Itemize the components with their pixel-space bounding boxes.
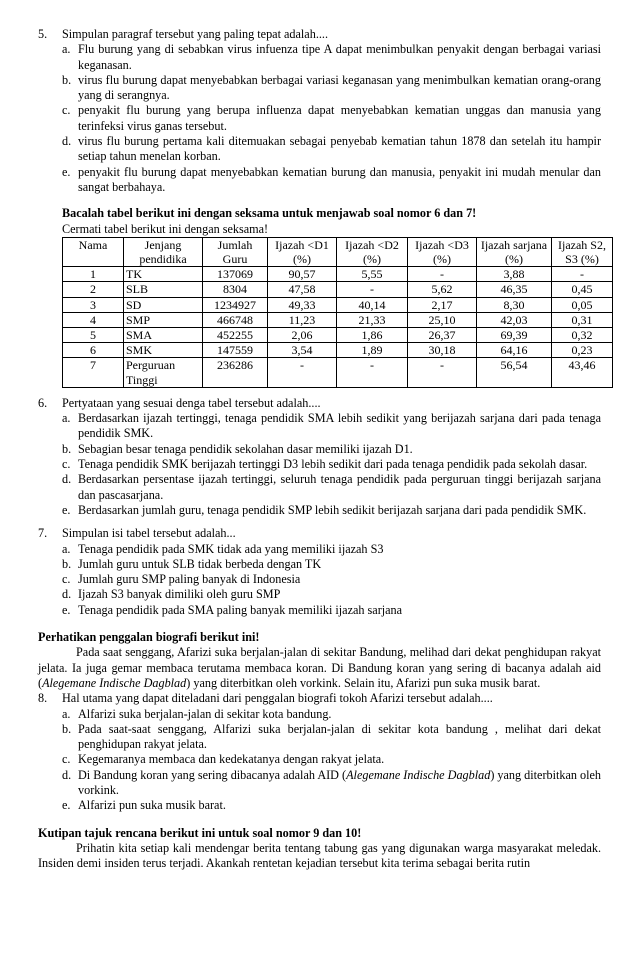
table-row — [63, 358, 613, 387]
table-cell: SMK — [124, 343, 203, 358]
option-b: b. virus flu burung dapat menyebabkan berbagai variasi keganasan yang menimbulkan kematian orang-orang yang di serangnya. — [62, 72, 601, 103]
editorial-heading: Kutipan tajuk rencana berikut ini untuk soal nomor 9 dan 10! — [38, 825, 362, 840]
option-c: c. penyakit flu burung yang berupa influenza dapat menyebabkan kematian unggas dan manusia yang terinfeksi virus ganas tersebut. — [62, 103, 601, 133]
table-cell: 0,31 — [552, 312, 613, 327]
option-c: c. Jumlah guru SMP paling banyak di Indonesia — [62, 572, 301, 587]
table-instruction-2: Cermati tabel berikut ini dengan seksama! — [62, 221, 269, 236]
option-d: d. Berdasarkan persentase ijazah tertinggi, seluruh tenaga pendidik pada perguruan tinggi berijazah sarjana dan pascasarjana. — [62, 472, 601, 502]
table-cell: 56,54 — [477, 358, 552, 387]
col-header: Ijazah sarjana (%) — [477, 237, 552, 266]
option-e: e. penyakit flu burung dapat menyebabkan kematian burung dan manusia, penyakit ini mudah menular dan sangat berbahaya. — [62, 164, 601, 194]
table-row — [63, 282, 613, 297]
table-cell: Perguruan Tinggi — [124, 358, 203, 387]
option-a: a. Tenaga pendidik pada SMK tidak ada yang memiliki ijazah S3 — [62, 541, 384, 556]
table-instruction: Bacalah tabel berikut ini dengan seksama untuk menjawab soal nomor 6 dan 7! — [62, 206, 477, 221]
table-cell: 0,32 — [552, 328, 613, 343]
question-5 — [38, 27, 601, 195]
option-d: d. virus flu burung pertama kali ditemuakan sebagai penyebab kematian tahun 1878 dan setelah itu hampir setiap tahun menelan korban. — [62, 134, 601, 164]
question-number: 5. — [38, 27, 48, 41]
table-cell: 1 — [63, 267, 124, 282]
table-cell: 30,18 — [408, 343, 477, 358]
option-e: e. Alfarizi pun suka musik barat. — [62, 798, 226, 813]
table-cell: 1,86 — [337, 328, 408, 343]
table-cell: 137069 — [203, 267, 268, 282]
table-cell: 452255 — [203, 328, 268, 343]
option-e: e. Berdasarkan jumlah guru, tenaga pendidik SMP lebih sedikit berijazah sarjana dari pada pendidik SMK. — [62, 502, 587, 517]
biography-heading: Perhatikan penggalan biografi berikut ini! — [38, 630, 260, 645]
table-cell: 47,58 — [268, 282, 337, 297]
option-b: b. Jumlah guru untuk SLB tidak berbeda dengan TK — [62, 556, 322, 571]
table-cell: SMA — [124, 328, 203, 343]
option-a: a. Alfarizi suka berjalan-jalan di sekitar kota bandung. — [62, 706, 332, 721]
table-cell: SLB — [124, 282, 203, 297]
table-cell: 8,30 — [477, 297, 552, 312]
table-row — [63, 297, 613, 312]
option-e: e. Tenaga pendidik pada SMA paling banyak memiliki ijazah sarjana — [62, 602, 403, 617]
table-row — [63, 328, 613, 343]
question-number: 7. — [38, 526, 48, 541]
table-cell: 3,88 — [477, 267, 552, 282]
table-cell: 64,16 — [477, 343, 552, 358]
option-c: c. Tenaga pendidik SMK berijazah tertinggi D3 lebih sedikit dari pada tenaga pendidik pada sekolah dasar. — [62, 457, 588, 472]
table-cell: 466748 — [203, 312, 268, 327]
newspaper-title: Alegemane Indische Dagblad — [42, 675, 187, 690]
table-cell: 25,10 — [408, 312, 477, 327]
table-cell: 0,05 — [552, 297, 613, 312]
table-cell: 21,33 — [337, 312, 408, 327]
table-cell: 2,17 — [408, 297, 477, 312]
table-cell: 3,54 — [268, 343, 337, 358]
question-6 — [38, 396, 601, 518]
table-cell: SMP — [124, 312, 203, 327]
option-b: b. Pada saat-saat senggang, Alfarizi suka berjalan-jalan di sekitar kota bandung , melihat dari dekat penghidupan rakyat jelata. — [62, 721, 601, 752]
table-row — [63, 312, 613, 327]
table-cell: - — [408, 267, 477, 282]
question-text: Hal utama yang dapat diteladani dari penggalan biografi tokoh Afarizi tersebut adalah.... — [62, 691, 493, 706]
table-cell: 3 — [63, 297, 124, 312]
option-d: d. Ijazah S3 banyak dimiliki oleh guru SMP — [62, 587, 281, 602]
option-a: a. Flu burung yang di sebabkan virus infuenza tipe A dapat menimbulkan penyakit dengan berbagai variasi keganasan. — [62, 42, 601, 72]
table-cell: 8304 — [203, 282, 268, 297]
question-text: Simpulan isi tabel tersebut adalah... — [62, 526, 236, 541]
col-header: Ijazah S2, S3 (%) — [552, 237, 613, 266]
question-8 — [38, 691, 601, 813]
question-text: Simpulan paragraf tersebut yang paling tepat adalah.... — [62, 27, 329, 41]
table-cell: 5,62 — [408, 282, 477, 297]
table-cell: 49,33 — [268, 297, 337, 312]
table-cell: - — [337, 282, 408, 297]
table-cell: - — [408, 358, 477, 387]
table-cell: 40,14 — [337, 297, 408, 312]
table-cell: 1234927 — [203, 297, 268, 312]
option-a: a. Berdasarkan ijazah tertinggi, tenaga pendidik SMA lebih sedikit yang berijazah sarjana dari pada tenaga pendidik SMK. — [62, 411, 601, 441]
option-b: b. Sebagian besar tenaga pendidik sekolahan dasar memiliki ijazah D1. — [62, 441, 413, 456]
question-text: Pertyataan yang sesuai denga tabel tersebut adalah.... — [62, 395, 321, 410]
table-cell: 2,06 — [268, 328, 337, 343]
col-header: Ijazah <D2 (%) — [337, 237, 408, 266]
table-cell: 5,55 — [337, 267, 408, 282]
table-cell: 43,46 — [552, 358, 613, 387]
table-row — [63, 267, 613, 282]
education-table — [62, 237, 613, 388]
table-cell: 0,45 — [552, 282, 613, 297]
col-header: Nama — [63, 237, 124, 266]
col-header: Jenjang pendidika — [124, 237, 203, 266]
col-header: Jumlah Guru — [203, 237, 268, 266]
option-c: c. Kegemaranya membaca dan kedekatanya dengan rakyat jelata. — [62, 752, 385, 767]
table-cell: 4 — [63, 312, 124, 327]
table-cell: - — [552, 267, 613, 282]
table-cell: 236286 — [203, 358, 268, 387]
table-cell: 147559 — [203, 343, 268, 358]
col-header: Ijazah <D1 (%) — [268, 237, 337, 266]
table-cell: 42,03 — [477, 312, 552, 327]
editorial-paragraph: Prihatin kita setiap kali mendengar berita tentang tabung gas yang digunakan warga masyarakat meledak. Insiden demi insiden terus terjadi. Akankah rentetan kejadian tersebut kita terima sebagai berita rutin — [38, 840, 601, 871]
question-number: 8. — [38, 691, 48, 706]
question-number: 6. — [38, 395, 48, 410]
table-cell: TK — [124, 267, 203, 282]
table-cell: 46,35 — [477, 282, 552, 297]
table-cell: 26,37 — [408, 328, 477, 343]
table-cell: SD — [124, 297, 203, 312]
table-cell: - — [268, 358, 337, 387]
option-d: d. Di Bandung koran yang sering dibacanya adalah AID (Alegemane Indische Dagblad) yang diterbitkan oleh vorkink. — [62, 767, 602, 798]
table-cell: 1,89 — [337, 343, 408, 358]
table-cell: 5 — [63, 328, 124, 343]
table-cell: 7 — [63, 358, 124, 387]
document-page — [38, 27, 606, 872]
table-cell: 6 — [63, 343, 124, 358]
table-cell: 90,57 — [268, 267, 337, 282]
table-row — [63, 343, 613, 358]
table-cell: 11,23 — [268, 312, 337, 327]
col-header: Ijazah <D3 (%) — [408, 237, 477, 266]
table-cell: 2 — [63, 282, 124, 297]
table-cell: - — [337, 358, 408, 387]
table-header-row — [63, 237, 613, 266]
table-cell: 69,39 — [477, 328, 552, 343]
table-cell: 0,23 — [552, 343, 613, 358]
question-7 — [38, 526, 601, 618]
biography-paragraph: Pada saat senggang, Afarizi suka berjalan-jalan di sekitar Bandung, melihad dari dekat penghidupan rakyat jelata. Ia juga gemar membaca terutama membaca koran. Di Bandung koran yang sering di bacanya adalah aid (Alegemane Indische Dagblad) yang diterbitkan oleh vorkink. Selain itu, Afarizi pun suka musik barat. — [38, 645, 601, 690]
